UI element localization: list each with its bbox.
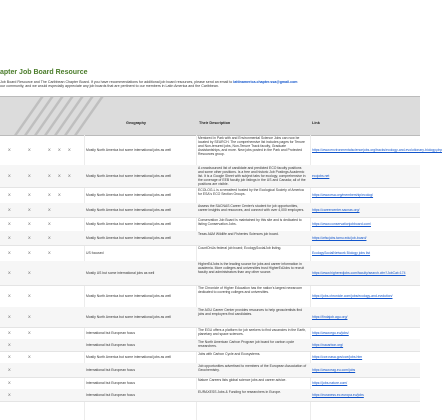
job-board-link[interactable]: ecojobs.net <box>312 174 330 178</box>
description-cell: EURAXESS Jobs & Funding for researchers in Europe. <box>198 390 282 394</box>
job-board-link[interactable]: https://wfscjobs.tamu.edu/job-board/ <box>312 236 367 240</box>
category-mark: X <box>28 235 31 240</box>
category-mark: X <box>8 221 11 226</box>
category-mark: X <box>8 314 11 319</box>
table-row[interactable] <box>0 285 420 308</box>
geography-cell: Mostly North America but some international jobs as well <box>86 294 171 298</box>
job-board-link[interactable]: https://www.higheredjobs.com/faculty/search.cfm?JobCat=174 <box>312 271 406 275</box>
category-mark: X <box>8 367 11 372</box>
description-line-2: our community, and we would especially appreciate any job boards that are pertinent to our members in Latin America and the Caribbean. <box>0 84 219 89</box>
data-grid <box>0 135 442 420</box>
table-row[interactable] <box>0 231 420 246</box>
contact-email-link[interactable]: lattinamerica.chapter.ssa@gmail.com <box>232 80 298 84</box>
category-mark: X <box>68 147 71 152</box>
description-cell: Mentored in Park with and Environmental Science Jobs can now be located by SEARCH. The comprehensive list includes pages for Tenure and Non-tenured jobs, Non-Tenure Track faculty, Graduate Assistantships, and more. New jobs posted in the Park and Protected Resources group. <box>198 136 305 156</box>
job-board-link[interactable]: https://www.egu.eu/jobs/ <box>312 331 349 335</box>
sheet-title: apter Job Board Resource <box>0 69 88 76</box>
geography-cell: International but European focus <box>86 331 136 335</box>
job-board-link[interactable]: https://findajob.agu.org/ <box>312 315 348 319</box>
category-mark: X <box>58 173 61 178</box>
table-row[interactable] <box>0 187 420 204</box>
column-header-row <box>0 96 420 136</box>
category-mark: X <box>28 314 31 319</box>
table-row[interactable] <box>0 245 420 262</box>
category-mark: X <box>8 173 11 178</box>
geography-cell: Mostly North America but some international jobs as well <box>86 208 171 212</box>
geography-header[interactable]: Geography <box>126 121 147 125</box>
description-cell: Nature Careers lists global science jobs and career advice. <box>198 378 287 382</box>
geography-cell: Mostly North America but some international jobs as well <box>86 222 171 226</box>
job-board-link[interactable]: https://nacarbon.org/ <box>312 343 344 347</box>
description-line-1: Job Board Resource and The Caribbean Chapter Board. If you have recommendations for additional job board resources, please send an email to lattinamerica.chapter.ssa@gmail.com <box>0 80 298 84</box>
job-board-link[interactable]: https://www.environmentalsciencejobs.org/tracks/ecology-and-evolutionary-biology.php <box>312 148 442 152</box>
category-mark: X <box>48 147 51 152</box>
category-mark: X <box>8 192 11 197</box>
category-mark: X <box>48 250 51 255</box>
table-row[interactable] <box>0 217 420 232</box>
job-board-link[interactable]: https://cce.nasa.gov/cce/jobs.htm <box>312 355 363 359</box>
category-mark: X <box>28 173 31 178</box>
category-mark: X <box>48 221 51 226</box>
description-cell: The North American Carbon Program job board for carbon cycle researchers. <box>198 340 295 348</box>
table-row[interactable] <box>0 203 420 218</box>
description-cell: Assess the SACNAS Career Center's student for job opportunities, career insights and resources, and connect with over 4,000 employers. <box>198 204 305 212</box>
description-cell: Conservation Job Board is maintained by this site and is dedicated to listing Conservation Jobs. <box>198 218 302 226</box>
category-mark: X <box>8 342 11 347</box>
job-board-link[interactable]: EcologySocialNetwork Biology jobs list <box>312 251 371 255</box>
geography-cell: Mostly North America but some international jobs as well <box>86 193 171 197</box>
job-board-link[interactable]: https://www.eag.eu.com/jobs <box>312 368 356 372</box>
category-mark: X <box>48 173 51 178</box>
job-board-link[interactable]: https://www.esa.org/membership/ecolog/ <box>312 193 374 197</box>
category-mark: X <box>8 354 11 359</box>
description-cell: Texas A&M Wildlife and Fisheries Sciences job board. <box>198 232 279 236</box>
geography-cell: International but European focus <box>86 381 136 385</box>
category-mark: X <box>58 147 61 152</box>
table-row[interactable] <box>0 389 420 402</box>
table-row[interactable] <box>0 135 442 166</box>
description-cell: The AGU Career Center provides resources to help geoscientists find jobs and employers find candidates. <box>198 308 303 316</box>
geography-cell: Mostly US but some international jobs as well <box>86 271 155 275</box>
category-mark: X <box>28 207 31 212</box>
category-mark: X <box>48 235 51 240</box>
geography-cell: Mostly North America but some international jobs as well <box>86 148 171 152</box>
category-mark: X <box>8 380 11 385</box>
category-mark: X <box>28 354 31 359</box>
description-cell: The EGU offers a platform for job seekers to find vacancies in the Earth, planetary and space sciences. <box>198 328 307 336</box>
category-mark: X <box>68 173 71 178</box>
description-cell: HigherEdJobs is the leading source for jobs and career information in academia. More colleges and universities trust HigherEdJobs to recruit faculty and administrators than any other source. <box>198 262 305 274</box>
description-cell: Job opportunities advertised to members of the European Association of Geochemistry. <box>198 364 307 372</box>
table-row[interactable] <box>0 165 420 188</box>
category-mark: X <box>8 293 11 298</box>
job-board-link[interactable]: https://careercenter.sacnas.org/ <box>312 208 360 212</box>
link-header[interactable]: Link <box>312 121 320 125</box>
description-cell: The Chronicle of Higher Education has the nation's largest newsroom dedicated to covering colleges and universities. <box>198 286 303 294</box>
category-mark: X <box>48 192 51 197</box>
geography-cell: Mostly North America but some international jobs as well <box>86 174 171 178</box>
category-mark: X <box>8 147 11 152</box>
geography-cell: International but European focus <box>86 343 136 347</box>
job-board-link[interactable]: https://jobs.nature.com/ <box>312 381 348 385</box>
category-mark: X <box>58 192 61 197</box>
category-mark: X <box>8 235 11 240</box>
table-row[interactable] <box>0 307 420 328</box>
category-mark: X <box>28 293 31 298</box>
category-mark: X <box>28 147 31 152</box>
category-mark: X <box>8 392 11 397</box>
category-mark: X <box>48 207 51 212</box>
job-board-link[interactable]: https://jobs.chronicle.com/jobs/ecology-and-evolution/ <box>312 294 393 298</box>
category-mark: X <box>8 270 11 275</box>
category-mark: X <box>28 270 31 275</box>
category-mark: X <box>28 192 31 197</box>
category-mark: X <box>28 330 31 335</box>
description-header[interactable]: Their Description <box>199 121 231 125</box>
category-mark: X <box>8 250 11 255</box>
table-row[interactable] <box>0 363 420 378</box>
table-row[interactable] <box>0 261 420 286</box>
description-cell: Jobs with Carbon Cycle and Ecosystems. <box>198 352 261 356</box>
category-mark: X <box>8 207 11 212</box>
geography-cell: US focused <box>86 251 104 255</box>
description-cell: A crowdsourced list of candidate and predicted ECO faculty positions and some other positions. Is a free and historic Job Postings Academic list. It is a Google Sheet with subject tabs for ecology, comprehensive in the coverage of EEB faculty job listings in the US and Canada; all of the positions are visible. <box>198 166 306 186</box>
description-cell: CountOnUs federal job board; EcologySocialJob listing. <box>198 246 282 250</box>
sheet-description <box>0 80 420 89</box>
job-board-link[interactable]: https://www.conservationjobboard.com/ <box>312 222 371 226</box>
category-mark: X <box>28 250 31 255</box>
top-blank-area <box>0 0 420 58</box>
geography-cell: International but European focus <box>86 393 136 397</box>
category-mark: X <box>8 330 11 335</box>
geography-cell: Mostly North America but some international jobs as well <box>86 236 171 240</box>
geography-cell: Mostly North America but some international jobs as well <box>86 315 171 319</box>
description-cell: ECOLOG-L is a newsfeed hosted by the Ecological Society of America for ESA's ECO Section Groups. <box>198 188 304 196</box>
category-mark: X <box>28 221 31 226</box>
job-board-link[interactable]: https://euraxess.ec.europa.eu/jobs <box>312 393 364 397</box>
geography-cell: International but European focus <box>86 368 136 372</box>
geography-cell: Mostly North America but some international jobs as well <box>86 355 171 359</box>
